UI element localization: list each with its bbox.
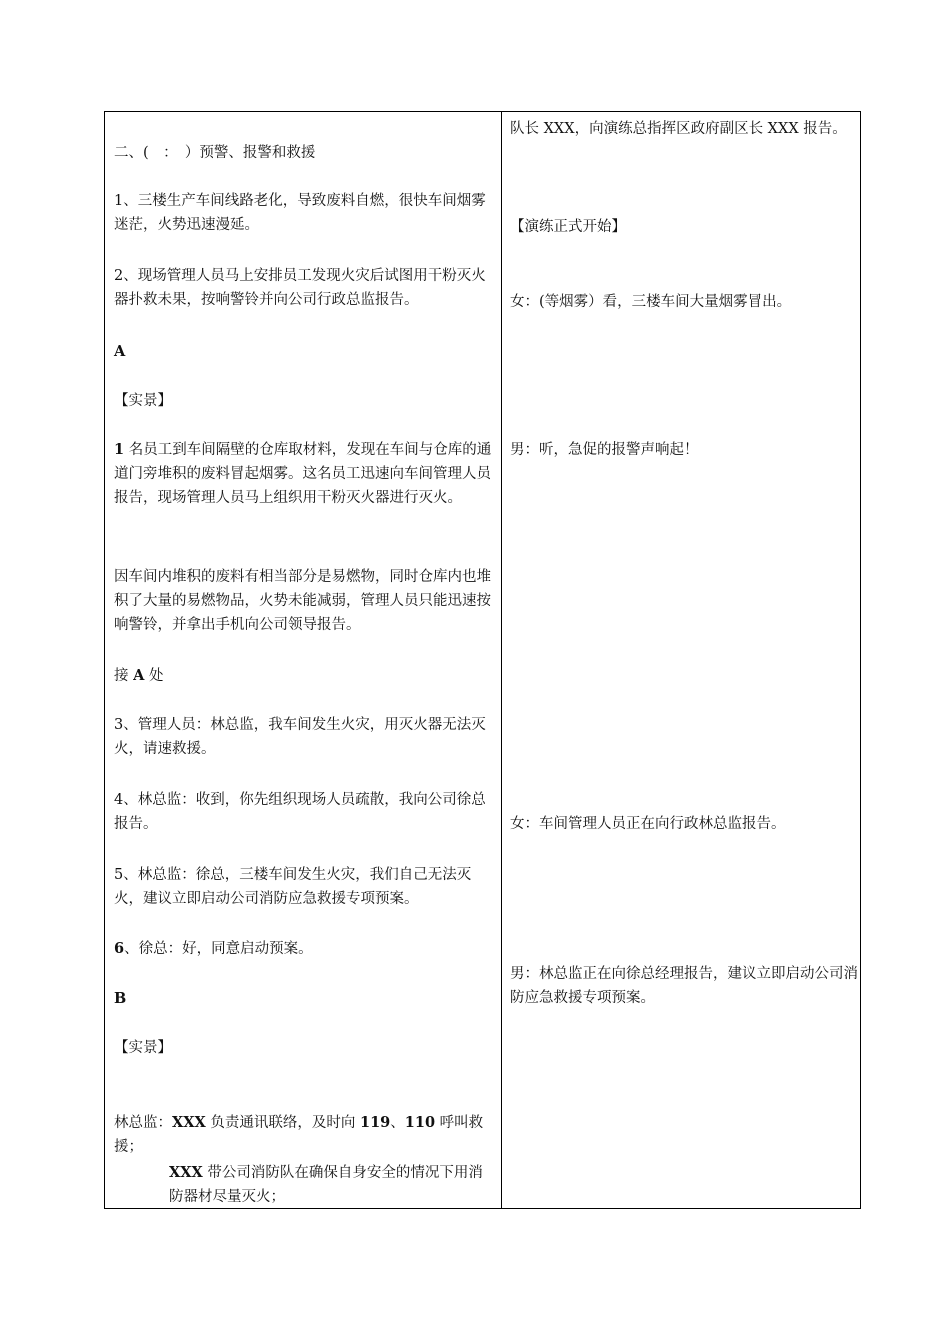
lin-sep: 、 [390, 1115, 405, 1131]
paragraph-1-text: 名员工到车间隔壁的仓库取材料，发现在车间与仓库的通道门旁堆积的废料冒起烟雾。这名员工迅速向车间管理人员报告，现场管理人员马上组织用干粉灭火器进行灭火。 [114, 442, 492, 506]
jie-a-line [114, 664, 494, 688]
fire-team-text: 带公司消防队在确保自身安全的情况下用消防器材尽量灭火； [169, 1165, 483, 1205]
fire-team-instruction [114, 1161, 494, 1209]
report-line: 队长 XXX，向演练总指挥区政府副区长 XXX 报告。 [510, 121, 847, 137]
item-5: 5、林总监：徐总，三楼车间发生火灾，我们自己无法灭火，建议立即启动公司消防应急救援专项预案。 [114, 867, 472, 907]
item-6-number: 6 [114, 940, 125, 957]
item-3: 3、管理人员：林总监，我车间发生火灾，用灭火器无法灭火，请速救援。 [114, 717, 486, 757]
paragraph-1 [114, 438, 494, 510]
item-2: 2、现场管理人员马上安排员工发现火灾后试图用干粉灭火器扑救未果，按响警铃并向公司行政总监报告。 [114, 268, 486, 308]
left-column [104, 111, 501, 1209]
lin-end: 呼叫救援； [114, 1115, 484, 1155]
lin-mid: 负责通讯联络，及时向 [205, 1115, 360, 1131]
drill-start: 【演练正式开始】 [510, 219, 626, 235]
scene-label-b: 【实景】 [114, 1040, 172, 1056]
item-6 [114, 937, 494, 961]
lin-instruction [114, 1111, 494, 1159]
narration-female-2: 女：车间管理人员正在向行政林总监报告。 [510, 816, 786, 832]
paragraph-1-number: 1 [114, 441, 125, 458]
fire-team-xxx: XXX [169, 1164, 203, 1181]
item-1: 1、三楼生产车间线路老化，导致废料自燃，很快车间烟雾迷茫，火势迅速漫延。 [114, 193, 486, 233]
item-4: 4、林总监：收到，你先组织现场人员疏散，我向公司徐总报告。 [114, 792, 486, 832]
section-heading: 二、( ： ）预警、报警和救援 [114, 145, 316, 161]
right-column [502, 111, 861, 1209]
jie-prefix: 接 [114, 668, 134, 684]
scene-label-a: 【实景】 [114, 393, 172, 409]
lin-xxx: XXX [172, 1114, 206, 1131]
jie-suffix: 处 [144, 668, 164, 684]
item-6-text: 、徐总：好，同意启动预案。 [124, 941, 313, 957]
narration-female-1: 女：(等烟雾）看，三楼车间大量烟雾冒出。 [510, 294, 792, 310]
narration-male-1: 男：听，急促的报警声响起！ [510, 442, 699, 458]
marker-a: A [114, 343, 126, 360]
paragraph-2: 因车间内堆积的废料有相当部分是易燃物，同时仓库内也堆积了大量的易燃物品，火势未能减弱，管理人员只能迅速按响警铃，并拿出手机向公司领导报告。 [114, 569, 491, 633]
number-119: 119 [359, 1114, 391, 1131]
jie-marker: A [133, 667, 145, 684]
narration-male-2: 男：林总监正在向徐总经理报告，建议立即启动公司消防应急救援专项预案。 [510, 966, 858, 1006]
marker-b: B [114, 990, 127, 1007]
lin-prefix: 林总监： [114, 1115, 172, 1131]
number-110: 110 [404, 1114, 436, 1131]
